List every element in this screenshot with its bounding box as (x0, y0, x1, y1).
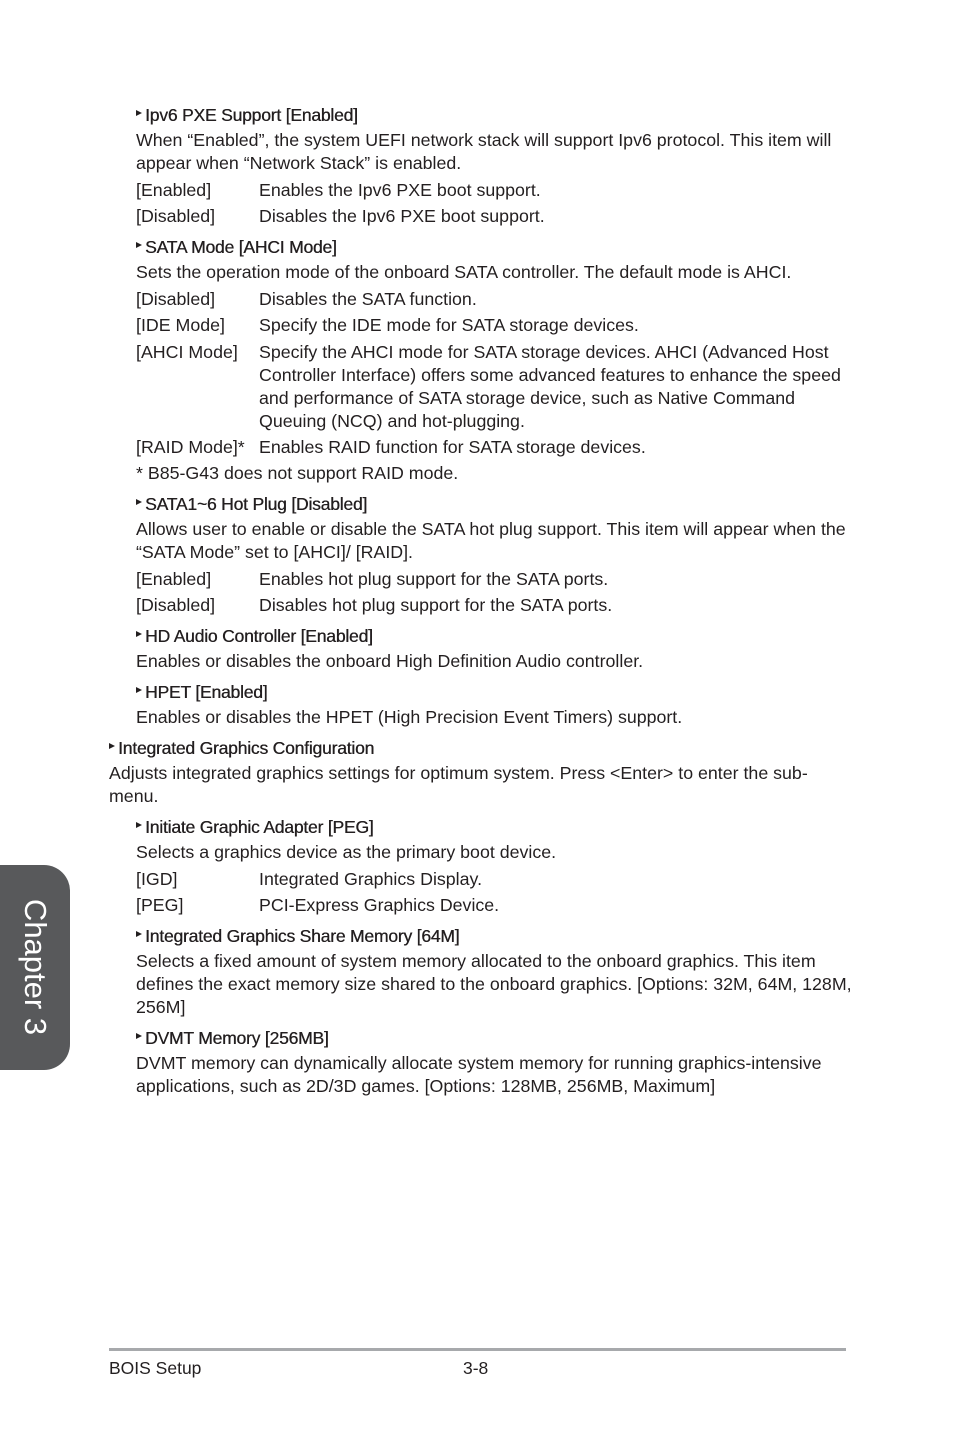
page-number: 3-8 (463, 1358, 489, 1378)
section-description: Selects a graphics device as the primary boot device. (136, 842, 557, 862)
option-value: Enables hot plug support for the SATA ports. (259, 568, 609, 589)
footer-title: BOIS Setup (109, 1358, 202, 1378)
section-description: Adjusts integrated graphics settings for optimum system. Press <Enter> to enter the sub-menu. (109, 763, 808, 806)
option-key: [Disabled] (136, 595, 216, 615)
manual-content (109, 104, 854, 1106)
option-row (136, 179, 854, 202)
option-value: Specify the IDE mode for SATA storage devices. (259, 315, 639, 335)
triangle-bullet-icon (136, 499, 142, 505)
section-hpet (109, 681, 854, 729)
section-description: Sets the operation mode of the onboard SATA controller. The default mode is AHCI. (136, 262, 792, 282)
section-description: Selects a fixed amount of system memory allocated to the onboard graphics. This item defines the exact memory size shared to the onboard graphics. [Options: 32M, 64M, 128M, 256M] (136, 951, 852, 1017)
triangle-bullet-icon (136, 931, 142, 937)
option-key: [AHCI Mode] (136, 341, 238, 362)
section-description: Enables or disables the HPET (High Precision Event Timers) support. (136, 707, 683, 727)
option-key: [Enabled] (136, 179, 212, 200)
triangle-bullet-icon (136, 242, 142, 248)
option-key: [IDE Mode] (136, 315, 225, 335)
section-sata-mode (109, 236, 854, 485)
option-value: Enables the Ipv6 PXE boot support. (259, 179, 541, 200)
triangle-bullet-icon (136, 631, 142, 637)
section-hd-audio-controller (109, 625, 854, 673)
option-value: PCI-Express Graphics Device. (259, 895, 500, 915)
option-row (136, 894, 854, 917)
option-key: [IGD] (136, 868, 178, 889)
option-value: Disables the Ipv6 PXE boot support. (259, 206, 545, 226)
option-row (136, 205, 854, 228)
triangle-bullet-icon (109, 743, 115, 749)
option-key: [Enabled] (136, 568, 212, 589)
section-sata-hot-plug (109, 493, 854, 617)
section-title: HD Audio Controller [Enabled] (145, 626, 373, 646)
triangle-bullet-icon (136, 110, 142, 116)
section-title: Integrated Graphics Share Memory [64M] (145, 926, 460, 946)
section-description: DVMT memory can dynamically allocate system memory for running graphics-intensive applications, such as 2D/3D games. [Options: 128MB, 256MB, Maximum] (136, 1053, 822, 1096)
option-key: [RAID Mode]* (136, 437, 245, 457)
option-key: [Disabled] (136, 288, 216, 309)
section-title: SATA Mode [AHCI Mode] (145, 237, 337, 257)
footer-divider (109, 1348, 846, 1351)
option-row (136, 568, 854, 591)
chapter-tab (0, 865, 70, 1070)
section-integrated-graphics-share-memory (109, 925, 854, 1019)
section-title: Integrated Graphics Configuration (118, 738, 375, 758)
section-note: * B85-G43 does not support RAID mode. (136, 463, 459, 483)
option-value: Enables RAID function for SATA storage devices. (259, 437, 646, 457)
option-key: [PEG] (136, 895, 184, 915)
option-value: Disables the SATA function. (259, 288, 477, 309)
option-row (136, 436, 854, 459)
option-row (136, 288, 854, 311)
section-description: Enables or disables the onboard High Definition Audio controller. (136, 651, 644, 671)
section-description: When “Enabled”, the system UEFI network stack will support Ipv6 protocol. This item will appear when “Network Stack” is enabled. (136, 130, 832, 173)
section-description: Allows user to enable or disable the SATA hot plug support. This item will appear when the “SATA Mode” set to [AHCI]/ [RAID]. (136, 519, 846, 562)
section-integrated-graphics-configuration (109, 737, 854, 808)
section-ipv6-pxe-support (109, 104, 854, 228)
chapter-tab-label: Chapter 3 (18, 898, 53, 1036)
section-initiate-graphic-adapter (109, 816, 854, 917)
section-title: SATA1~6 Hot Plug [Disabled] (145, 494, 368, 514)
option-row (136, 868, 854, 891)
section-title: Ipv6 PXE Support [Enabled] (145, 105, 358, 125)
section-title: Initiate Graphic Adapter [PEG] (145, 817, 374, 837)
option-row (136, 594, 854, 617)
option-key: [Disabled] (136, 206, 216, 226)
triangle-bullet-icon (136, 1033, 142, 1039)
section-title: HPET [Enabled] (145, 682, 268, 702)
section-title: DVMT Memory [256MB] (145, 1028, 329, 1048)
triangle-bullet-icon (136, 687, 142, 693)
option-row (136, 314, 854, 337)
option-row (136, 341, 854, 433)
option-value: Integrated Graphics Display. (259, 868, 483, 889)
option-value: Disables hot plug support for the SATA ports. (259, 595, 613, 615)
triangle-bullet-icon (136, 822, 142, 828)
section-dvmt-memory (109, 1027, 854, 1098)
option-value: Specify the AHCI mode for SATA storage devices. AHCI (Advanced Host Controller Interface) offers some advanced features to enhance the speed and performance of SATA storage device, such as Native Command Queuing (NCQ) and hot-plugging. (259, 341, 841, 431)
